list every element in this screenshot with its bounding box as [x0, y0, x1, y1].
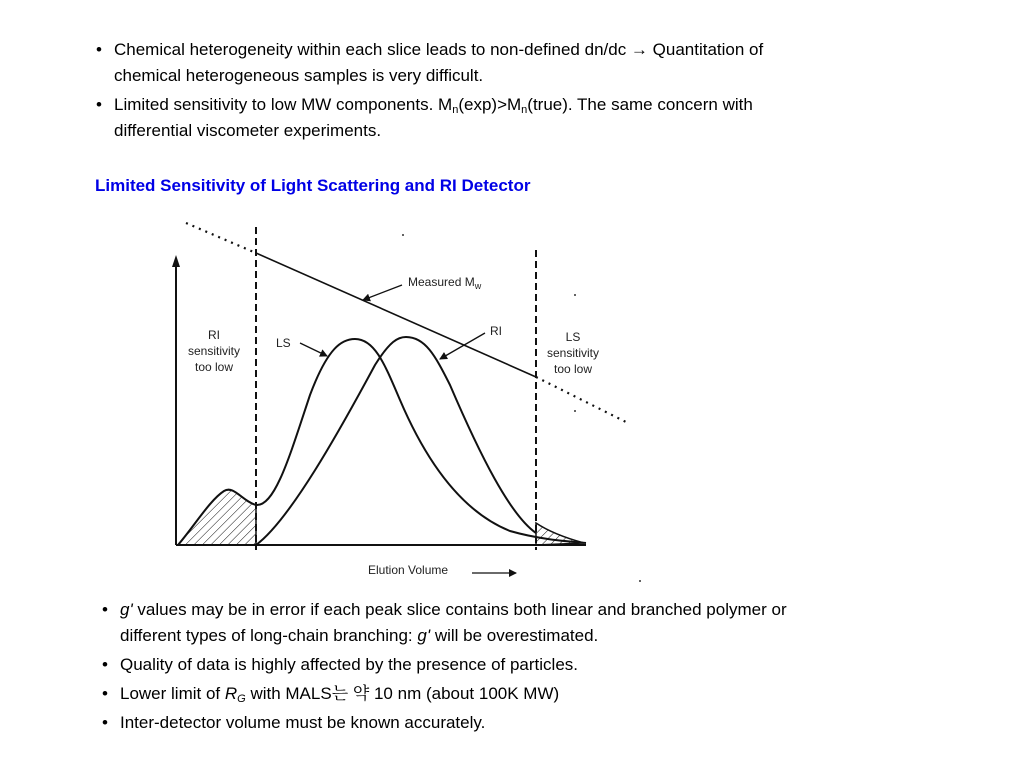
ri-curve-label: RI [490, 324, 502, 338]
subscript: G [237, 693, 246, 705]
bullet-text: with MALS는 약 10 nm (about 100K MW) [245, 684, 560, 703]
bullet-text: Inter-detector volume must be known accurately. [120, 713, 486, 732]
bullet-text: Limited sensitivity to low MW components. M [114, 95, 453, 114]
ri-low-label-line: too low [194, 360, 234, 374]
y-axis-arrow [172, 255, 180, 267]
scan-dot [574, 294, 576, 296]
bullet-text: will be overestimated. [430, 626, 599, 645]
bottom-bullet-list [98, 597, 918, 739]
section-title: Limited Sensitivity of Light Scattering and RI Detector [95, 176, 531, 195]
bullet-text: different types of long-chain branching: [120, 626, 418, 645]
bullet-text: values may be in error if each peak slice contains both linear and branched polymer or [132, 600, 787, 619]
bullet-rg-limit [98, 681, 918, 707]
bullet-text: chemical heterogeneous samples is very difficult. [114, 66, 484, 85]
scan-dot [402, 234, 404, 236]
bullet-text: (true). The same concern with [527, 95, 753, 114]
ri-low-label-line: RI [208, 328, 220, 342]
ls-low-label-line: sensitivity [546, 346, 600, 360]
bullet-text: Chemical heterogeneity within each slice leads to non-defined dn/dc → Quantitation of [114, 40, 764, 59]
bullet-chemical-heterogeneity [92, 37, 902, 89]
bullet-text: Quality of data is highly affected by the presence of particles. [120, 655, 579, 674]
bullet-limited-sensitivity [92, 92, 902, 144]
ls-arrow [300, 343, 327, 356]
measured-mw-line [256, 253, 536, 377]
bullet-text: differential viscometer experiments. [114, 121, 382, 140]
measured-mw-label: Measured $M_w$ [408, 275, 482, 291]
measured-mw-dotted-right [536, 377, 628, 423]
ri-curve [256, 337, 536, 545]
top-bullet-list [92, 37, 902, 147]
scan-dot [574, 410, 576, 412]
bullet-g-values [98, 597, 918, 649]
g-symbol: g' [120, 600, 133, 619]
scan-dot [639, 580, 641, 582]
measured-mw-dotted-left [186, 223, 256, 253]
bullet-text: (exp)>M [458, 95, 522, 114]
bullet-inter-detector [98, 710, 918, 736]
rg-symbol: R [224, 684, 238, 703]
measured-mw-arrow [363, 285, 402, 300]
ls-low-label-line: too low [553, 362, 593, 376]
x-axis-label: Elution Volume [368, 563, 449, 577]
g-symbol: g' [417, 626, 431, 645]
ri-low-label-line: sensitivity [187, 344, 241, 358]
subscript: n [521, 104, 528, 116]
ls-low-label-line: LS [565, 330, 581, 344]
subscript: n [452, 104, 459, 116]
detector-sensitivity-diagram [150, 215, 650, 590]
ls-curve-label: LS [276, 336, 291, 350]
bullet-text: Lower limit of [120, 684, 225, 703]
bullet-particles [98, 652, 918, 678]
